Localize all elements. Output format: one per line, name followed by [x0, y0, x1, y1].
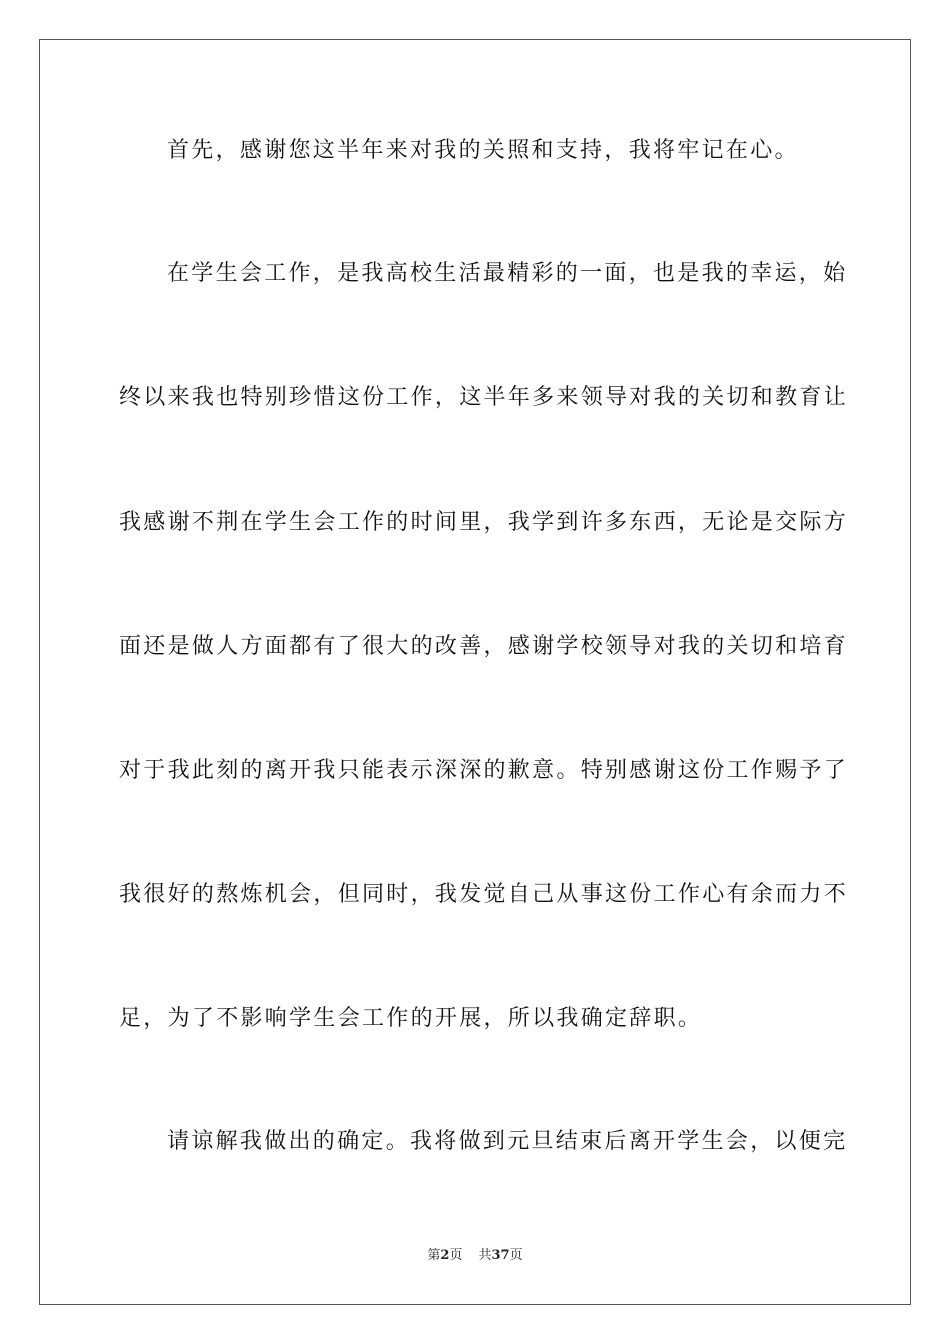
page-number-suffix: 页	[449, 1248, 463, 1263]
page-number-prefix: 第	[427, 1248, 441, 1263]
page-footer	[0, 1247, 950, 1265]
page-total-count: 37	[491, 1248, 510, 1263]
page-total-suffix: 页	[509, 1248, 523, 1263]
paragraph-line-2: 在学生会工作，是我高校生活最精彩的一面，也是我的幸运，始	[167, 261, 848, 286]
paragraph-line-9: 请谅解我做出的确定。我将做到元旦结束后离开学生会，以便完	[167, 1129, 848, 1154]
paragraph-line-1: 首先，感谢您这半年来对我的关照和支持，我将牢记在心。	[167, 138, 799, 163]
page-number-current: 2	[440, 1248, 450, 1263]
paragraph-line-4: 我感谢不荆在学生会工作的时间里，我学到许多东西，无论是交际方	[119, 510, 849, 535]
paragraph-line-5: 面还是做人方面都有了很大的改善，感谢学校领导对我的关切和培育	[119, 634, 849, 659]
paragraph-line-8: 足，为了不影响学生会工作的开展，所以我确定辞职。	[119, 1006, 703, 1031]
paragraph-line-7: 我很好的熬炼机会，但同时，我发觉自己从事这份工作心有余而力不	[119, 882, 849, 907]
paragraph-line-6: 对于我此刻的离开我只能表示深深的歉意。特别感谢这份工作赐予了	[119, 758, 849, 783]
paragraph-line-3: 终以来我也特别珍惜这份工作，这半年多来领导对我的关切和教育让	[119, 385, 849, 410]
page-total-prefix: 共	[478, 1248, 492, 1263]
page-border	[39, 39, 911, 1305]
